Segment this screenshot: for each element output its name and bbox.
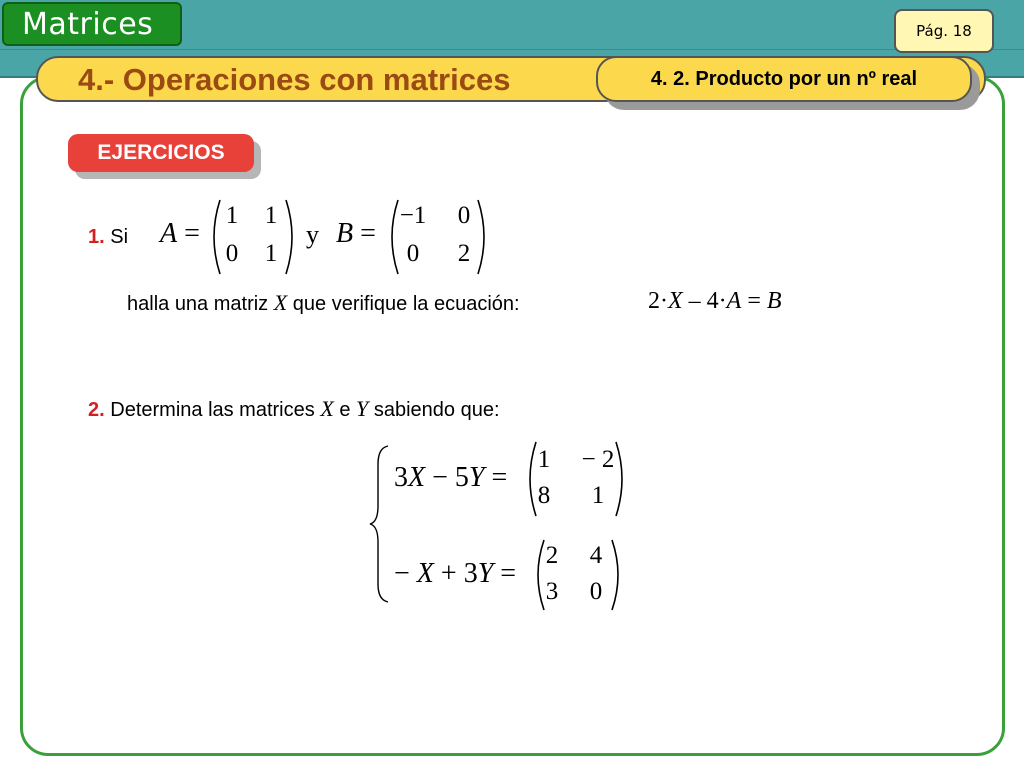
eq1-equals: = <box>484 462 508 493</box>
exercise-2-label <box>88 396 500 422</box>
equation-var-x: X <box>668 288 683 314</box>
eq1-matrix-cell: 8 <box>537 482 551 509</box>
matrix-a-equals: = <box>177 218 200 249</box>
eq1-var-x: X <box>408 462 426 493</box>
logo-tab: Matrices <box>2 2 182 46</box>
matrix-b-cell: 2 <box>457 240 471 267</box>
page-number-badge: Pág. 18 <box>894 9 994 53</box>
eq1-coef-1: 3 <box>394 462 408 493</box>
page-title: 4.- Operaciones con matrices <box>78 62 511 97</box>
eq2-operator: + 3 <box>433 558 478 589</box>
exercise-2-pre: Determina las matrices <box>110 399 315 421</box>
matrix-a-cell: 0 <box>225 240 239 267</box>
eq2-matrix-right-paren <box>610 538 626 612</box>
system-eq-1-lhs <box>394 462 507 494</box>
eq2-matrix-cell: 0 <box>589 578 603 605</box>
equation-equals: = <box>741 288 767 314</box>
exercise-1-equation <box>648 288 782 315</box>
system-eq-2-lhs <box>394 558 516 590</box>
matrix-b-cell: 0 <box>406 240 420 267</box>
exercise-2-var-y: Y <box>356 396 369 421</box>
eq1-matrix-cell: 1 <box>591 482 605 509</box>
eq1-operator: − 5 <box>425 462 469 493</box>
matrix-b-name: B <box>336 218 354 249</box>
exercise-2-mid: e <box>339 399 351 421</box>
eq2-equals: = <box>493 558 517 589</box>
eq1-matrix-right-paren <box>614 440 630 518</box>
matrix-b-lhs <box>336 218 376 250</box>
matrix-b-equals: = <box>353 218 376 249</box>
exercise-1-label <box>88 226 128 249</box>
exercises-badge: EJERCICIOS <box>68 134 254 172</box>
matrix-a-cell: 1 <box>264 202 278 229</box>
exercise-2-var-x: X <box>320 396 334 421</box>
subsection-title: 4. 2. Producto por un nº real <box>596 56 972 102</box>
eq2-matrix-cell: 2 <box>545 542 559 569</box>
matrix-a-name: A <box>160 218 178 249</box>
eq2-var-x: X <box>416 558 434 589</box>
matrix-b-right-paren <box>476 198 492 276</box>
equation-var-b: B <box>766 288 782 314</box>
matrix-a-cell: 1 <box>264 240 278 267</box>
system-brace <box>368 444 392 604</box>
eq1-var-y: Y <box>468 462 485 493</box>
eq2-leading-sign: − <box>394 558 417 589</box>
exercise-1-var-x: X <box>273 290 288 315</box>
matrix-a-right-paren <box>284 198 300 276</box>
matrix-b-cell: −1 <box>399 202 427 229</box>
matrix-b-cell: 0 <box>457 202 471 229</box>
exercise-1-intro: Si <box>110 226 129 248</box>
eq2-matrix-cell: 4 <box>589 542 603 569</box>
eq2-var-y: Y <box>477 558 494 589</box>
header-divider <box>0 49 1024 50</box>
matrix-a-lhs <box>160 218 200 250</box>
exercise-2-number: 2. <box>88 399 105 421</box>
exercise-1-instruction-post: que verifique la ecuación: <box>292 293 520 315</box>
equation-var-a: A <box>726 288 742 314</box>
eq1-matrix-cell: 1 <box>537 446 551 473</box>
eq2-matrix-cell: 3 <box>545 578 559 605</box>
equation-minus-term: – 4· <box>682 288 727 314</box>
matrix-a-cell: 1 <box>225 202 239 229</box>
exercise-2-post: sabiendo que: <box>373 399 500 421</box>
exercise-1-instruction-pre: halla una matriz <box>127 293 269 315</box>
eq1-matrix-cell: − 2 <box>581 446 615 473</box>
exercise-1-instruction <box>127 290 520 316</box>
conjunction-y: y <box>306 220 319 249</box>
equation-coef-1: 2· <box>648 288 668 314</box>
exercise-1-number: 1. <box>88 226 105 248</box>
